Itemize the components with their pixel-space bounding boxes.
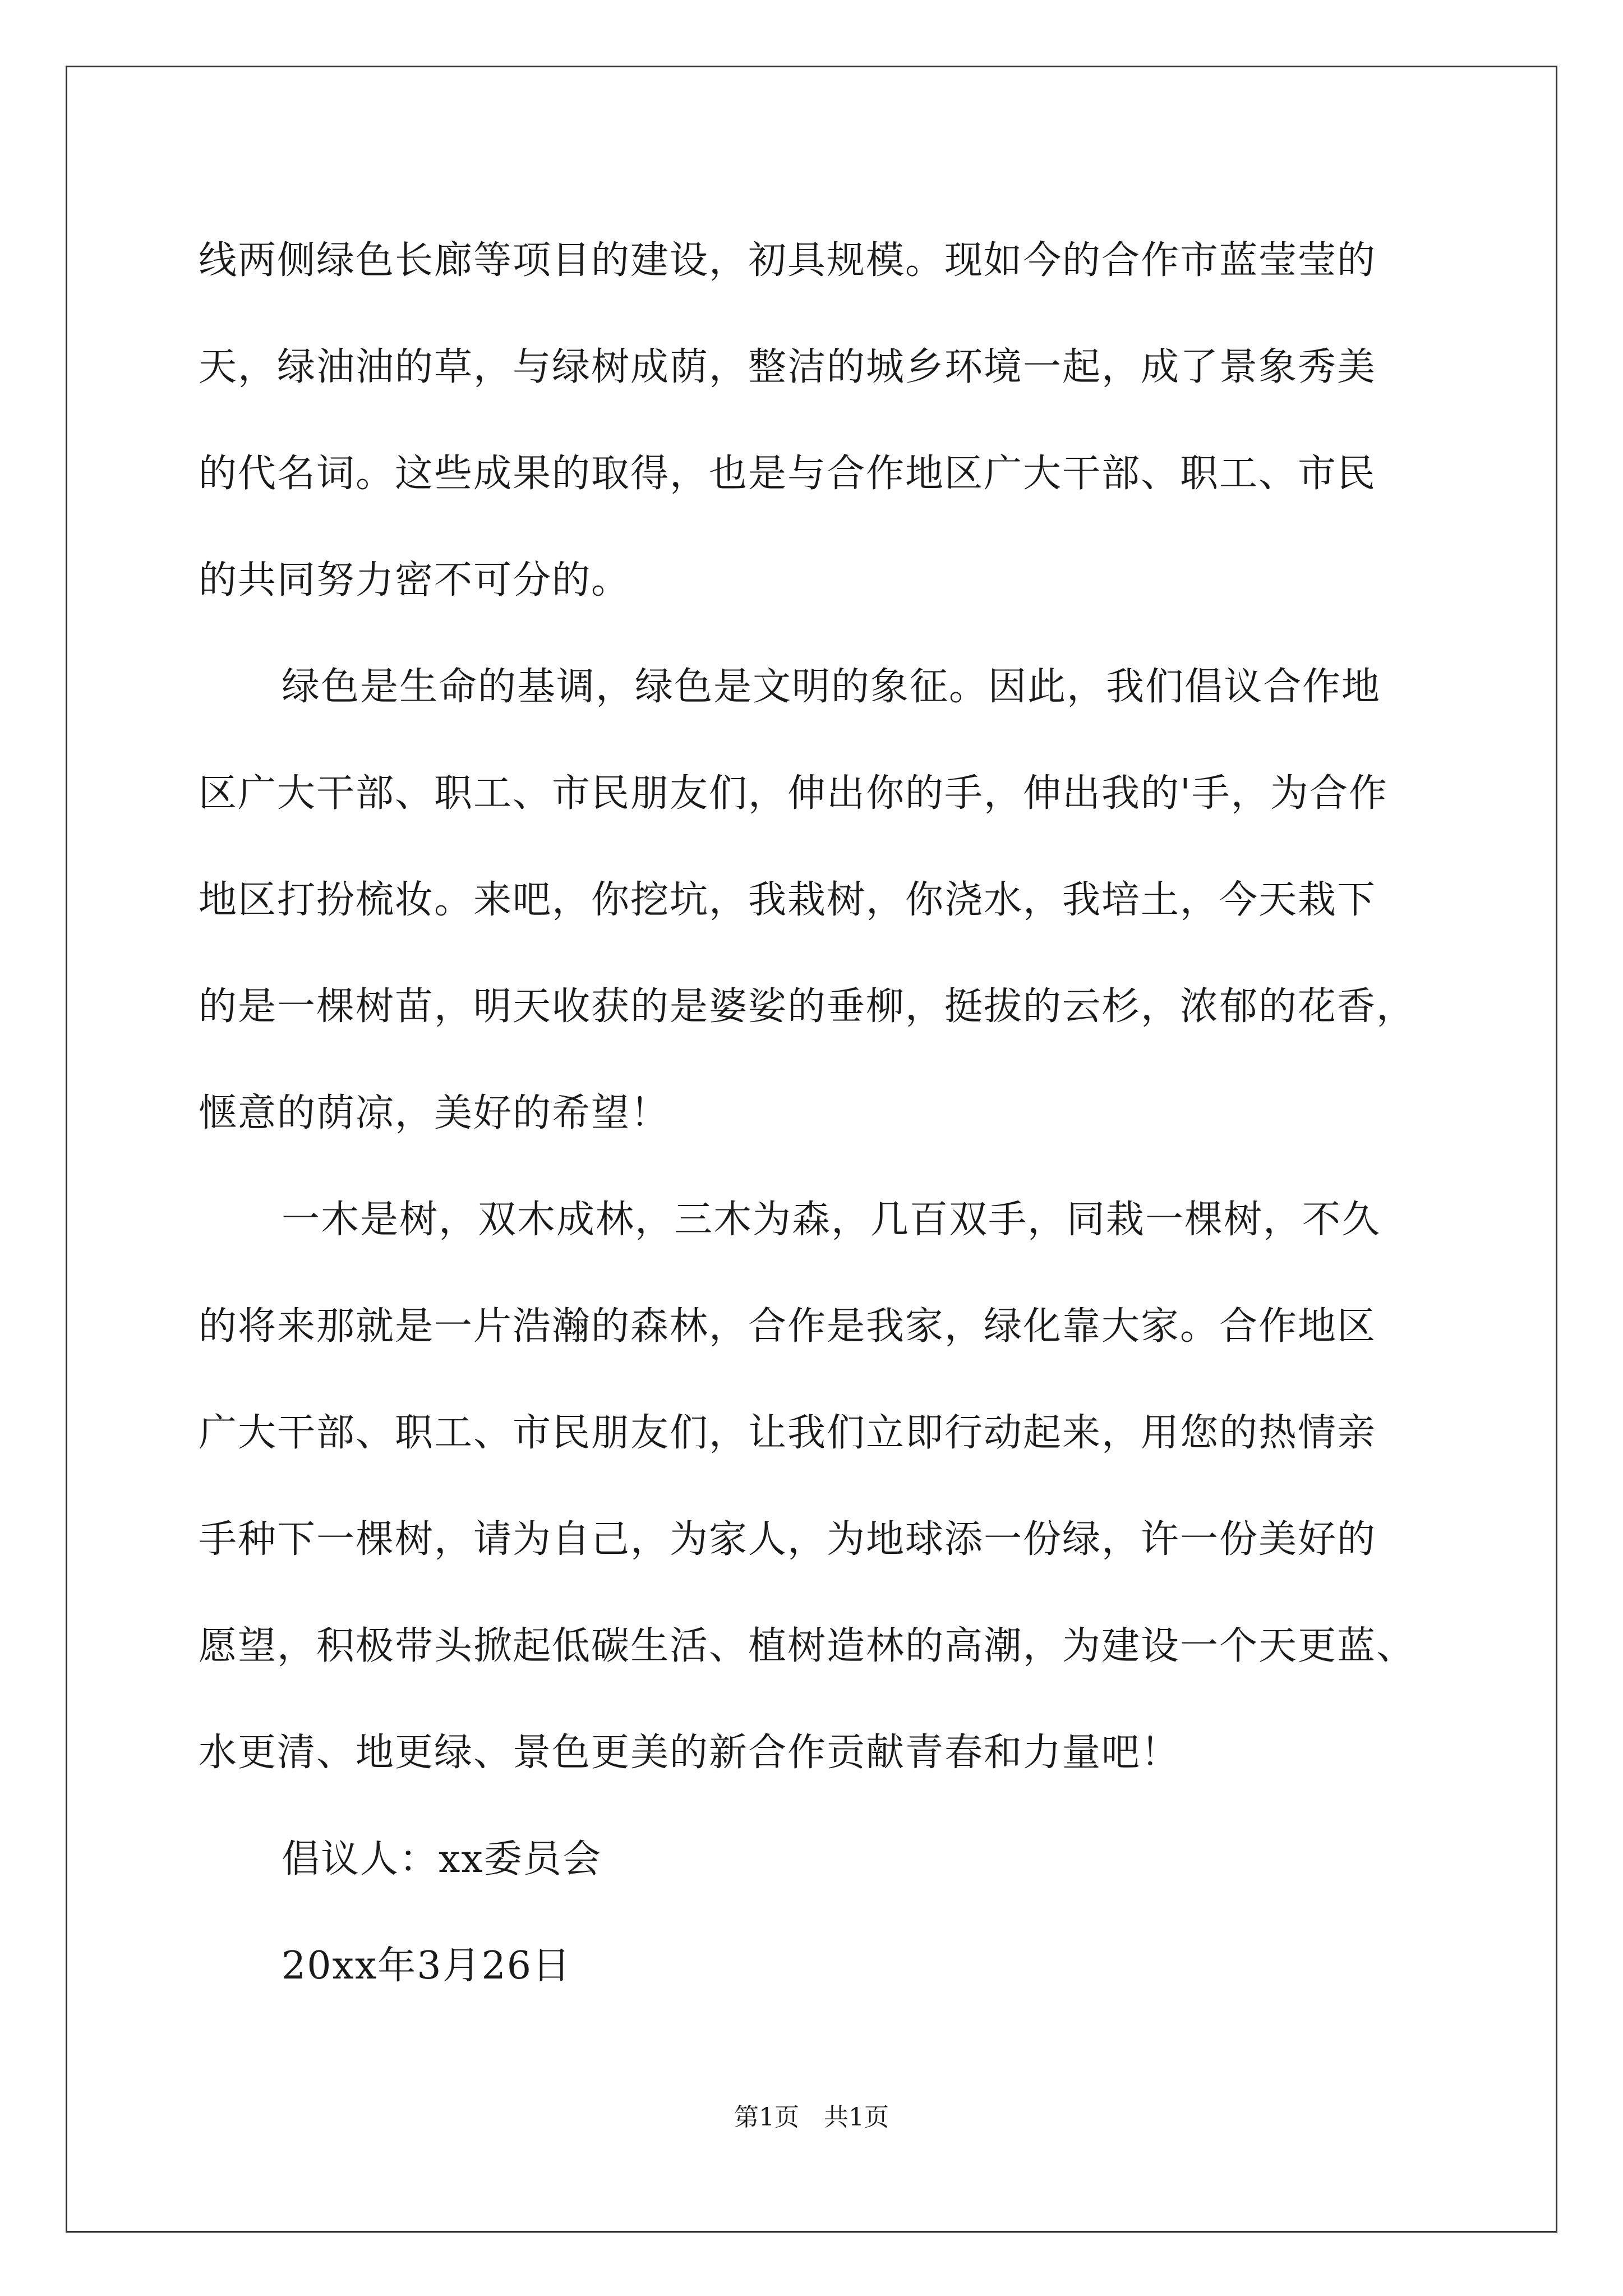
- page-number: 第1页: [734, 2103, 799, 2132]
- text-line: 绿色是生命的基调，绿色是文明的象征。因此，我们倡议合作地: [282, 665, 1381, 709]
- text-line: 广大干部、职工、市民朋友们，让我们立即行动起来，用您的热情亲: [199, 1411, 1377, 1455]
- text-line: 愿望，积极带头掀起低碳生活、植树造林的高潮，为建设一个天更蓝、: [199, 1624, 1416, 1668]
- signature-initiator: 倡议人：xx委员会: [282, 1837, 602, 1881]
- text-line: 的将来那就是一片浩瀚的森林，合作是我家，绿化靠大家。合作地区: [199, 1304, 1377, 1349]
- text-line: 手种下一棵树，请为自己，为家人，为地球添一份绿，许一份美好的: [199, 1517, 1377, 1562]
- text-line: 的代名词。这些成果的取得，也是与合作地区广大干部、职工、市民: [199, 452, 1377, 496]
- text-line: 惬意的荫凉，美好的希望！: [199, 1091, 670, 1135]
- text-line: 区广大干部、职工、市民朋友们，伸出你的手，伸出我的'手，为合作: [199, 771, 1388, 816]
- text-line: 水更清、地更绿、景色更美的新合作贡献青春和力量吧！: [199, 1731, 1181, 1775]
- signature-date: 20xx年3月26日: [282, 1944, 572, 1988]
- text-line: 一木是树，双木成林，三木为森，几百双手，同栽一棵树，不久: [282, 1198, 1381, 1242]
- text-line: 地区打扮梳妆。来吧，你挖坑，我栽树，你浇水，我培土，今天栽下: [199, 878, 1377, 922]
- text-line: 的共同努力密不可分的。: [199, 558, 631, 602]
- page-footer: [0, 2101, 1623, 2134]
- page-total: 共1页: [824, 2103, 889, 2132]
- text-line: 的是一棵树苗，明天收获的是婆娑的垂柳，挺拔的云杉，浓郁的花香，: [199, 984, 1416, 1029]
- text-line: 天，绿油油的草，与绿树成荫，整洁的城乡环境一起，成了景象秀美: [199, 345, 1377, 389]
- text-line: 线两侧绿色长廊等项目的建设，初具规模。现如今的合作市蓝莹莹的: [199, 238, 1377, 283]
- document-body: [199, 208, 1432, 2019]
